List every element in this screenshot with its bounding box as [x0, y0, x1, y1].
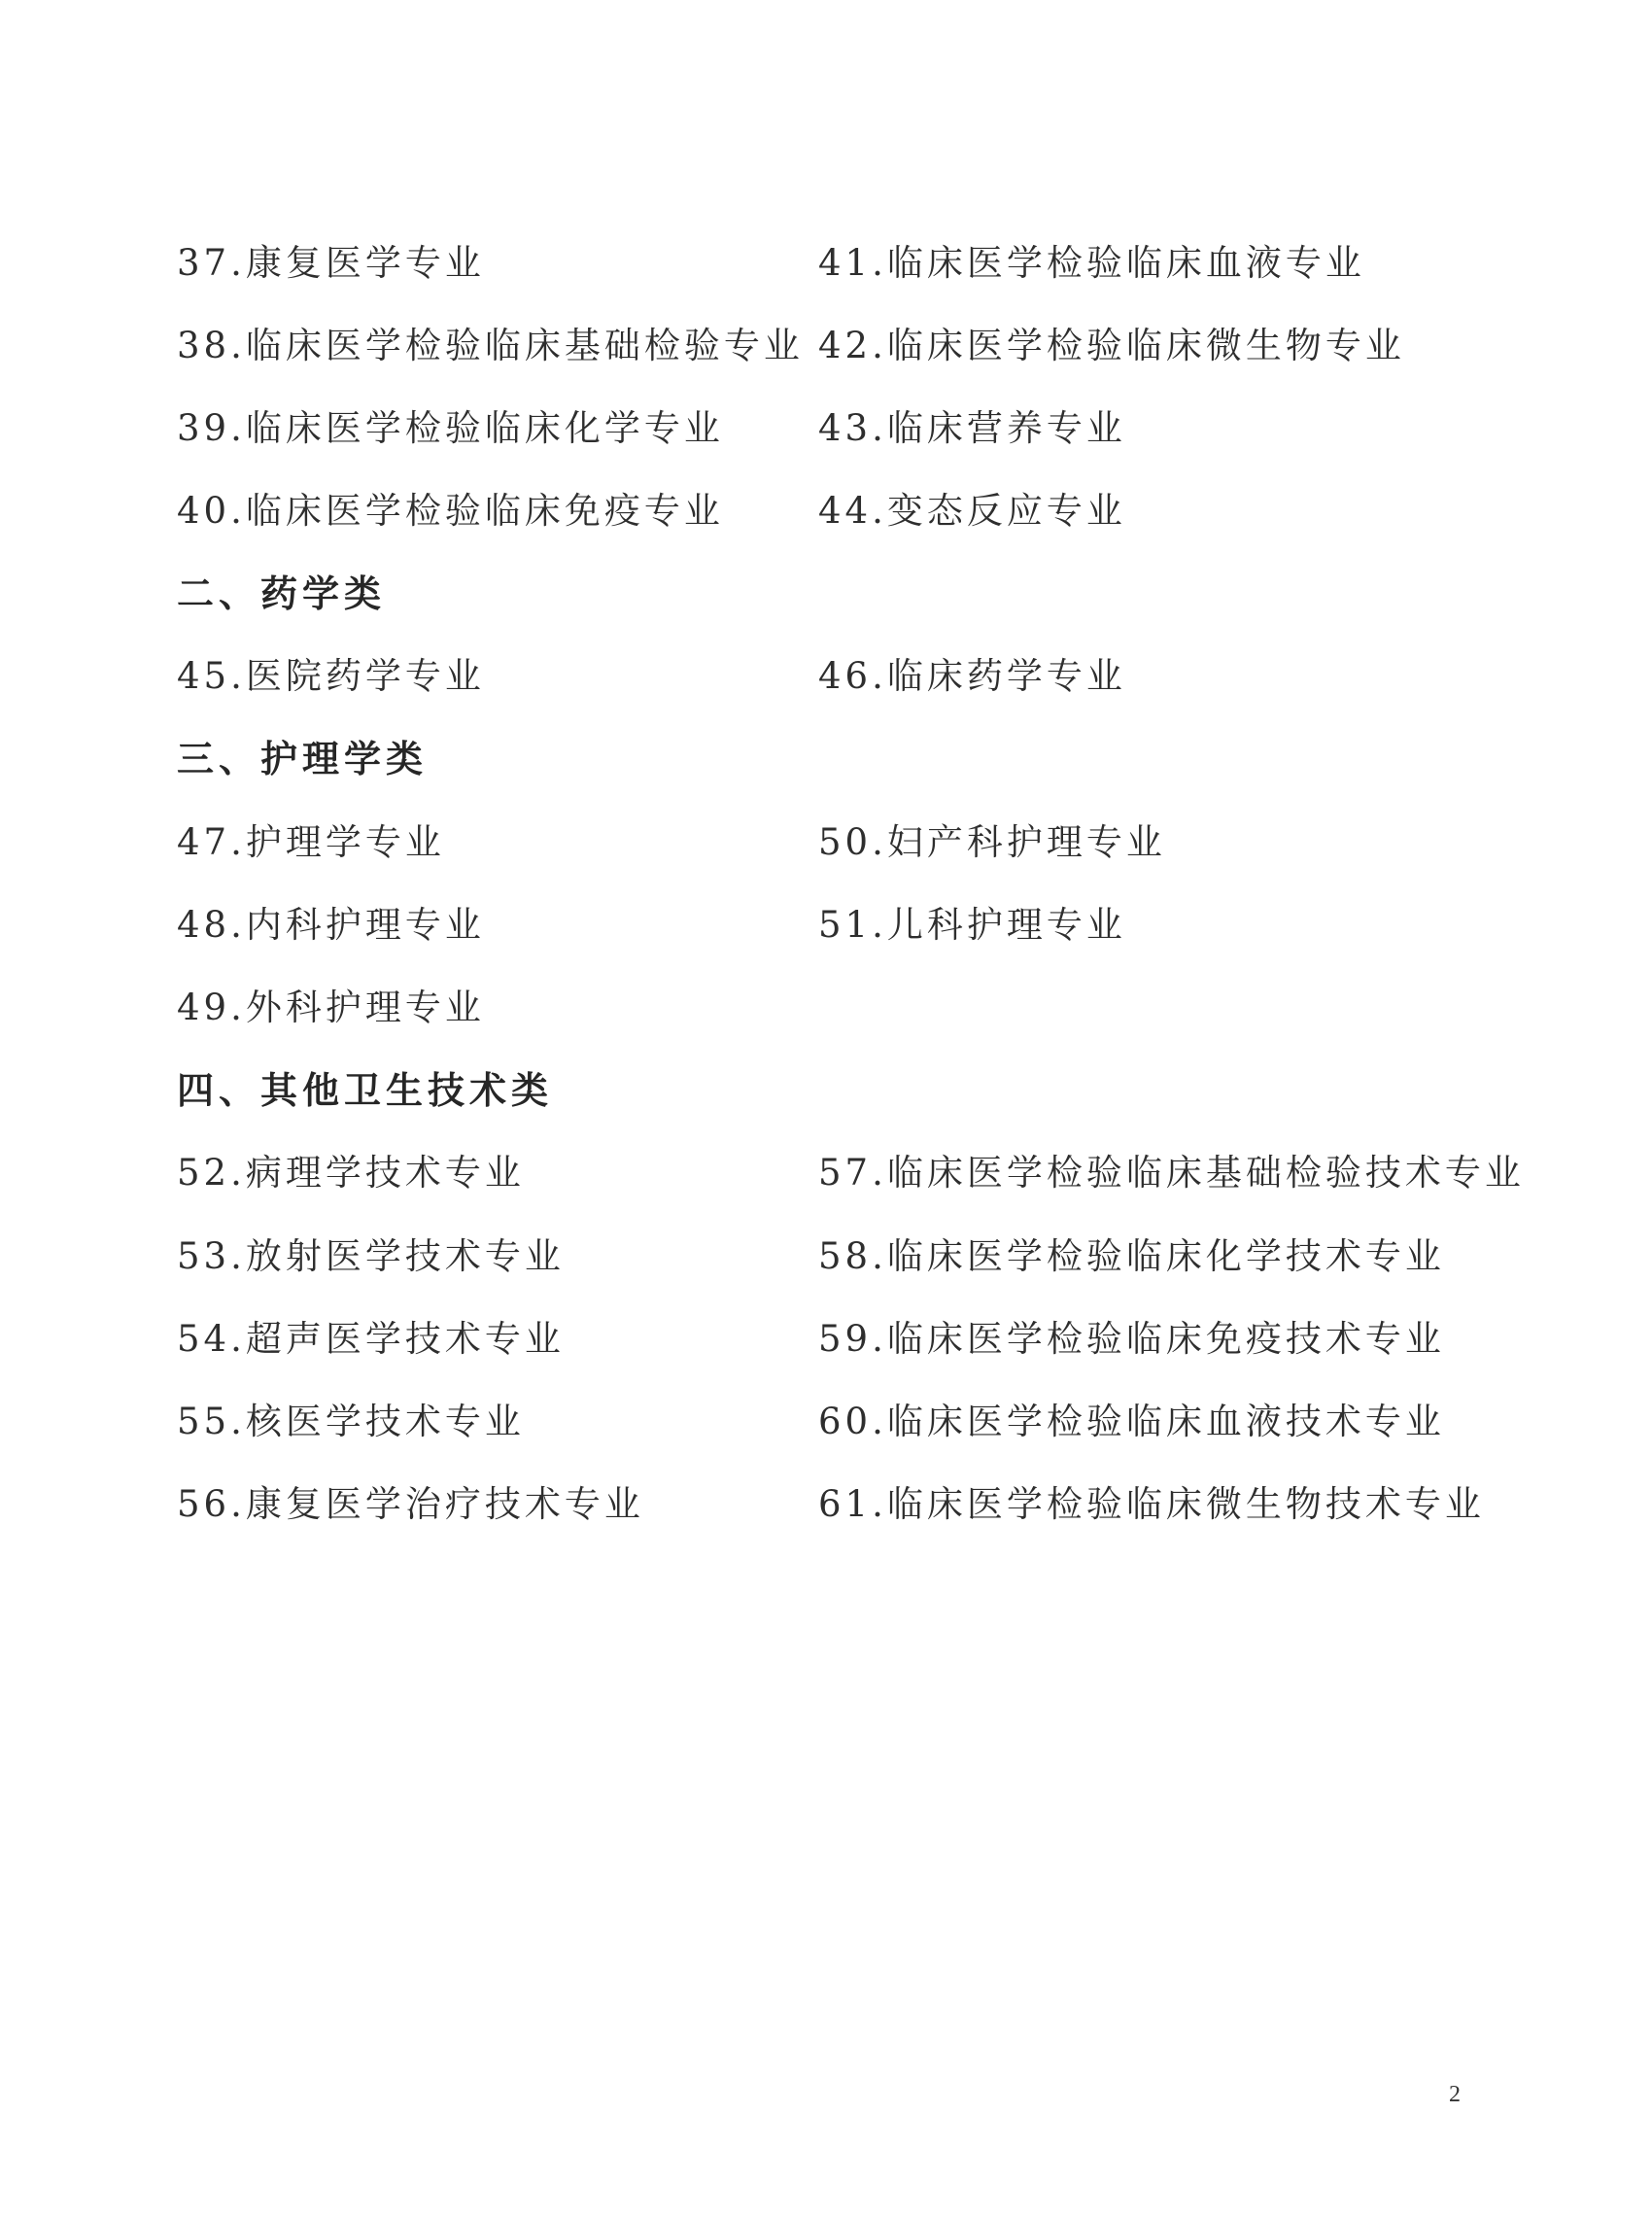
list-item-48: 48.内科护理专业: [177, 904, 485, 946]
list-item-51: 51.儿科护理专业: [818, 904, 1126, 946]
list-item-53: 53.放射医学技术专业: [177, 1235, 565, 1277]
list-item-55: 55.核医学技术专业: [177, 1401, 525, 1442]
list-item-50: 50.妇产科护理专业: [818, 821, 1166, 863]
list-item-61: 61.临床医学检验临床微生物技术专业: [818, 1483, 1485, 1525]
list-item-57: 57.临床医学检验临床基础检验技术专业: [818, 1152, 1525, 1194]
list-item-46: 46.临床药学专业: [818, 655, 1126, 697]
list-item-58: 58.临床医学检验临床化学技术专业: [818, 1235, 1445, 1277]
list-item-54: 54.超声医学技术专业: [177, 1318, 565, 1360]
list-item-40: 40.临床医学检验临床免疫专业: [177, 490, 724, 532]
list-item-56: 56.康复医学治疗技术专业: [177, 1483, 644, 1525]
list-item-37: 37.康复医学专业: [177, 242, 485, 284]
list-item-39: 39.临床医学检验临床化学专业: [177, 407, 724, 449]
list-item-41: 41.临床医学检验临床血液专业: [818, 242, 1365, 284]
list-item-47: 47.护理学专业: [177, 821, 445, 863]
list-item-38: 38.临床医学检验临床基础检验专业: [177, 325, 804, 366]
list-item-43: 43.临床营养专业: [818, 407, 1126, 449]
list-item-44: 44.变态反应专业: [818, 490, 1126, 532]
list-item-52: 52.病理学技术专业: [177, 1152, 525, 1194]
list-item-60: 60.临床医学检验临床血液技术专业: [818, 1401, 1445, 1442]
list-item-42: 42.临床医学检验临床微生物专业: [818, 325, 1405, 366]
list-item-59: 59.临床医学检验临床免疫技术专业: [818, 1318, 1445, 1360]
list-item-45: 45.医院药学专业: [177, 655, 485, 697]
page-number: 2: [1449, 2082, 1461, 2107]
section-heading-nursing: 三、护理学类: [177, 738, 429, 780]
section-heading-pharmacy: 二、药学类: [177, 572, 387, 615]
section-heading-other-health-tech: 四、其他卫生技术类: [177, 1069, 554, 1112]
list-item-49: 49.外科护理专业: [177, 987, 485, 1028]
